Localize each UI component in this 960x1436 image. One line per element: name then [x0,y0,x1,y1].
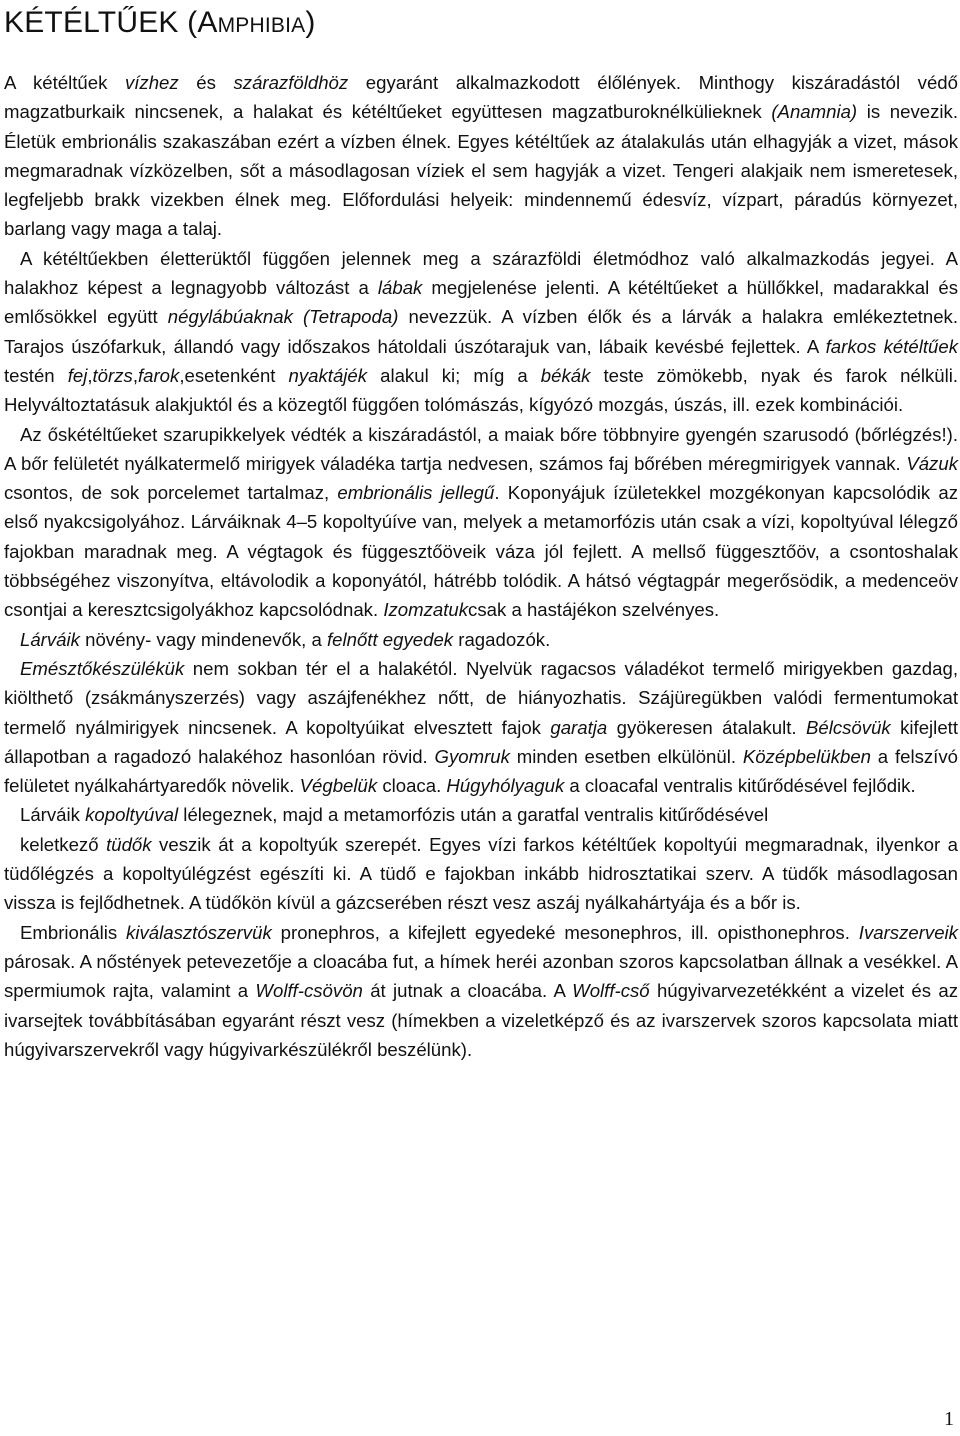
title-close: ) [305,6,316,39]
text-run: . Koponyájuk ízületekkel mozgékonyan kapcsolódik az első nyakcsigolyához. Lárváiknak 4–5 kopoltyúíve van, melyek a metamorfózis után csak a vízi, kopoltyúval lélegző fajokban maradnak meg. A végtagok és függesztőöveik váza jól fejlett. A mellső függesztőöv, a csontoshalak többségéhez viszonyítva, eltávolodik a koponyától, hátrébb tolódik. A hátsó végtagpár megerősödik, a medenceöv csontjai a keresztcsigolyákhoz kapcsolódnak. [4,482,958,621]
italic-run: Gyomruk [434,745,510,767]
text-run: veszik át a kopoltyúk szerepét. Egyes vízi farkos kétéltűek kopoltyúi megmaradnak, ilyenkor a tüdőlégzés a kopoltyúlégzést egészíti ki. A tüdő e fajokban inkább hidrosztatikai szerv. A tüdők másodlagosan vissza is fejlődhetnek. A tüdőkön kívül a gázcserében részt vesz aszáj nyálkahártyája és a bőr is. [4,833,959,914]
italic-run: Húgyhólyaguk [446,775,565,797]
italic-run: kopoltyúval [85,804,179,826]
paragraph [4,420,958,625]
text-run: pronephros, a kifejlett egyedeké mesonephros, ill. opisthonephros. [271,921,859,943]
text-run: nem sokban tér el a halakétól. Nyelvük ragacsos váladékot termelő mirigyekben gazdag, kiölthető (zsákmányszerzés) vagy aszájfenékhez nőtt, de hiányozhatis. Szájüregükben valódi fermentumokat termelő nyálmirigyek nincsenek. A kopoltyúikat elvesztett fajok [4,657,958,738]
text-run: növény- vagy mindenevők, a [79,628,327,650]
italic-run: (Anamnia) [771,101,858,123]
page-title [4,6,316,40]
text-run: Az őskétéltűeket szarupikkelyek védték a kiszáradástól, a maiak bőre többnyire gyengén szarusodó (bőrlégzés!). A bőr felületét nyálkatermelő mirigyek váladéka tartja nedvesen, számos faj bőrében méregmirigyek vannak. [4,423,958,474]
italic-run: tüdők [106,833,152,855]
italic-run: Végbelük [299,775,378,797]
paragraph [4,68,958,244]
italic-run: felnőtt egyedek [326,628,454,650]
paragraph [4,625,958,654]
text-run: alakul ki; míg a [367,364,541,386]
title-small-caps: MPHIBIA [217,14,306,37]
text-run: a felszívó felületet nyálkahártyaredők növelik. [4,745,958,797]
italic-run: garatja [550,716,608,738]
italic-run: négylábúaknak (Tetrapoda) [167,306,399,328]
title-a: A [197,6,218,39]
title-main: KÉTÉLTŰEK ( [4,6,198,39]
text-run: A kétéltűek [4,72,125,93]
paragraph [4,830,958,918]
text-run: , [87,364,93,386]
text-run: minden esetben elkülönül. [509,745,743,767]
italic-run: Középbelükben [742,745,872,767]
italic-run: Wolff-csövön [255,980,363,1002]
text-run: megjelenése jelenti. A kétéltűeket a hüllőkkel, madarakkal és emlősökkel együtt [4,277,958,328]
italic-run: vízhez [124,72,179,93]
italic-run: nyaktájék [288,364,368,386]
italic-run: Wolff-cső [572,980,650,1002]
text-run: lélegeznek, majd a metamorfózis után a garatfal ventralis kitűrődésével [178,804,769,826]
text-run: a cloacafal ventralis kitűrődésével fejlődik. [564,775,916,797]
text-run: nevezzük. A vízben élők és a lárvák a halakra emlékeztetnek. Tarajos úszófarkuk, állandó vagy időszakos hátoldali úszótarajuk van, lábaik kevésbé fejlettek. A [4,306,958,357]
text-run: testén [4,364,68,386]
text-run: is nevezik. Életük embrionális szakaszában ezért a vízben élnek. Egyes kétéltűek az átalakulás után elhagyják a vizet, mások megmaradnak vízközelben, sőt a másodlagosan víziek el sem hagyják a vizet. Tengeri alakjaik nem ismeretesek, legfeljebb brakk vizekben élnek meg. Előfordulási helyeik: mindennemű édesvíz, vízpart, páradús környezet, barlang vagy maga a talaj. [4,101,958,240]
text-run: A kétéltűekben életterüktől függően jelennek meg a szárazföldi életmódhoz való alkalmazkodás jegyei. A halakhoz képest a legnagyobb változást a [4,247,958,299]
italic-run: Emésztőkészülékük [20,657,185,679]
paragraph [4,918,958,1064]
text-run: gyökeresen átalakult. [607,716,806,738]
text-run: csontos, de sok porcelemet tartalmaz, [4,482,338,504]
italic-run: Bélcsövük [805,716,891,738]
italic-run: embrionális jellegű [337,482,495,504]
italic-run: békák [540,364,591,386]
body-text [4,68,958,1064]
italic-run: szárazföldhöz [233,72,349,93]
text-run: Embrionális [20,921,127,943]
text-run: kifejlett állapotban a ragadozó halakéhoz hasonlóan rövid. [4,716,958,767]
italic-run: Vázuk [906,452,958,474]
text-run: cloaca. [377,775,447,797]
text-run: húgyivarvezetékként a vizelet és az ivarsejtek továbbításában egyaránt részt vesz (hímekben a vizeletképző és az ivarszervek szoros kapcsolata miatt húgyivarszervekről vagy húgyivarkészülékről beszélünk). [4,980,959,1060]
paragraph [4,800,958,829]
italic-run: Ivarszerveik [858,921,958,943]
text-run: és [178,72,234,93]
paragraph [4,654,958,800]
text-run: csak a hastájékon szelvényes. [468,599,720,621]
text-run: , [132,364,138,386]
text-run: párosak. A nőstények petevezetője a cloacába fut, a hímek heréi azonban szoros kapcsolatban állnak a vesékkel. A spermiumok rajta, valamint a [4,950,958,1002]
italic-run: Lárváik [20,628,80,650]
italic-run: törzs [92,364,133,386]
text-run: teste zömökebb, nyak és farok nélküli. Helyváltoztatásuk alakjuktól és a közegtől függően tolómászás, kígyózó mozgás, úszás, ill. ezek kombinációi. [4,364,959,416]
page-number: 1 [944,1408,954,1430]
italic-run: kiválasztószervük [126,921,272,943]
paragraph [4,244,958,420]
italic-run: lábak [377,277,423,299]
italic-run: fej [67,364,88,386]
text-run: egyaránt alkalmazkodott élőlények. Minthogy kiszáradástól védő magzatburkaik nincsenek, a halakat és kétéltűeket együttesen magzatburoknélkülieknek [4,72,958,123]
italic-run: Izomzatuk [383,599,469,621]
italic-run: farkos kétéltűek [825,335,958,357]
text-run: ,esetenként [179,364,289,386]
text-run: keletkező [20,833,107,855]
text-run: ragadozók. [453,628,551,650]
text-run: Lárváik [20,804,86,826]
text-run: át jutnak a cloacába. A [362,980,573,1002]
italic-run: farok [137,364,180,386]
